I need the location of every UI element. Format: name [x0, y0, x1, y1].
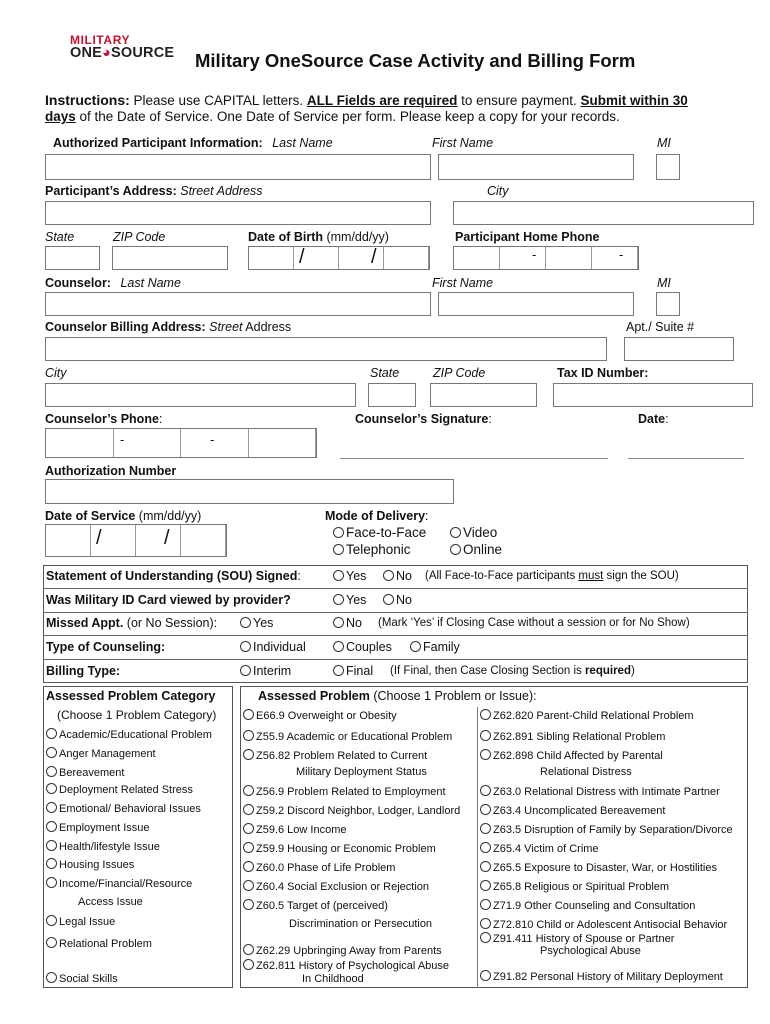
- counselor-first-name-input[interactable]: [438, 292, 634, 316]
- category-radio[interactable]: [46, 766, 57, 777]
- problem-radio[interactable]: [480, 970, 491, 981]
- problem-radio[interactable]: [480, 823, 491, 834]
- military-id-yes[interactable]: [333, 593, 366, 607]
- dos-input[interactable]: [45, 524, 227, 557]
- dob-slash-2: /: [371, 246, 377, 268]
- problem-sub: (Choose 1 Problem or Issue):: [369, 689, 537, 703]
- problem-item-cont: Psychological Abuse: [540, 945, 641, 957]
- counseling-couples-label: Couples: [346, 640, 392, 654]
- dos-format: (mm/dd/yy): [135, 509, 202, 523]
- problem-item[interactable]: [480, 823, 733, 836]
- billing-city-label: City: [45, 366, 67, 380]
- category-radio[interactable]: [46, 821, 57, 832]
- billing-zip-label: ZIP Code: [433, 366, 486, 380]
- logo-mark-icon: ◕: [102, 45, 111, 61]
- participant-dob-label-row: [248, 230, 389, 244]
- counseling-couples-radio[interactable]: [333, 641, 344, 652]
- sou-note: [425, 570, 679, 582]
- problem-label: Z63.5 Disruption of Family by Separation/Divorce: [493, 824, 733, 836]
- participant-city-input[interactable]: [453, 201, 754, 225]
- problem-item[interactable]: [480, 709, 694, 722]
- counselor-label-row: [45, 276, 181, 290]
- sou-colon: :: [297, 569, 301, 583]
- category-label: Housing Issues: [59, 859, 135, 871]
- sou-note-must: must: [578, 570, 604, 582]
- instructions-submit: Submit within 30: [580, 93, 688, 108]
- logo-military: MILITARY: [70, 33, 131, 47]
- missed-note: (Mark ‘Yes’ if Closing Case without a session or for No Show): [378, 617, 690, 629]
- problem-item[interactable]: [480, 861, 717, 874]
- problem-label: Z56.9 Problem Related to Employment: [256, 786, 446, 798]
- military-id-no[interactable]: [383, 593, 412, 607]
- problem-radio[interactable]: [480, 880, 491, 891]
- participant-mi-label: MI: [657, 136, 671, 150]
- problem-item[interactable]: [480, 804, 665, 817]
- participant-city-label: City: [487, 184, 509, 198]
- problem-label: Z65.4 Victim of Crime: [493, 843, 599, 855]
- billing-note-required: required: [584, 665, 631, 677]
- instructions-label: Instructions:: [45, 92, 130, 108]
- category-item[interactable]: [46, 972, 118, 985]
- category-radio[interactable]: [46, 728, 57, 739]
- category-radio[interactable]: [46, 877, 57, 888]
- problem-radio[interactable]: [243, 842, 254, 853]
- problem-item[interactable]: [480, 970, 723, 983]
- category-item[interactable]: [46, 802, 201, 815]
- participant-last-label: Last Name: [272, 136, 333, 150]
- problem-item[interactable]: [480, 730, 665, 743]
- billing-interim[interactable]: [240, 664, 291, 678]
- sou-note-c: sign the SOU): [603, 570, 679, 582]
- category-label: Emotional/ Behavioral Issues: [59, 803, 201, 815]
- counselor-mi-input[interactable]: [656, 292, 680, 316]
- billing-final-label: Final: [346, 664, 374, 678]
- category-label: Legal Issue: [59, 916, 116, 928]
- problem-item-cont: Relational Distress: [540, 766, 632, 778]
- category-radio[interactable]: [46, 972, 57, 983]
- participant-address-row: [45, 184, 262, 198]
- mode-colon: :: [425, 509, 429, 523]
- missed-no-label: No: [346, 616, 362, 630]
- sou-yes[interactable]: [333, 569, 366, 583]
- category-item[interactable]: [46, 747, 156, 760]
- missed-colon: :: [213, 616, 218, 630]
- category-item[interactable]: [46, 858, 134, 871]
- page-title: Military OneSource Case Activity and Billing Form: [195, 50, 636, 71]
- mode-video-radio[interactable]: [450, 527, 461, 538]
- counselor-date-row: [638, 412, 669, 426]
- category-item[interactable]: [46, 821, 149, 834]
- problem-item[interactable]: [480, 918, 727, 931]
- problem-label: Z62.29 Upbringing Away from Parents: [256, 945, 442, 957]
- counselor-label: Counselor:: [45, 276, 111, 290]
- missed-no[interactable]: [333, 616, 362, 630]
- problem-radio[interactable]: [480, 918, 491, 929]
- participant-address-label: Participant’s Address:: [45, 184, 177, 198]
- tax-id-label: Tax ID Number:: [557, 366, 649, 380]
- mode-video[interactable]: [450, 525, 497, 540]
- problem-item[interactable]: [243, 730, 452, 743]
- logo-source: SOURCE: [111, 45, 175, 61]
- sou-no[interactable]: [383, 569, 412, 583]
- problem-label: Z56.82 Problem Related to Current: [256, 750, 428, 762]
- mode-online-radio[interactable]: [450, 544, 461, 555]
- category-radio[interactable]: [46, 915, 57, 926]
- tax-id-input[interactable]: [553, 383, 753, 407]
- problem-item[interactable]: [243, 861, 395, 874]
- mode-telephonic-radio[interactable]: [333, 544, 344, 555]
- counselor-signature-colon: :: [488, 412, 492, 426]
- military-id-no-radio[interactable]: [383, 594, 394, 605]
- billing-note-a: (If Final, then Case Closing Section is: [390, 665, 585, 677]
- mode-telephonic-label: Telephonic: [346, 542, 411, 557]
- mode-telephonic[interactable]: [333, 542, 411, 557]
- sou-no-radio[interactable]: [383, 570, 394, 581]
- participant-state-label: State: [45, 230, 75, 244]
- instructions-days: days: [45, 109, 76, 124]
- category-label: Social Skills: [59, 973, 118, 985]
- category-radio[interactable]: [46, 747, 57, 758]
- problem-item[interactable]: [243, 880, 429, 893]
- participant-first-label: First Name: [432, 136, 494, 150]
- counselor-signature-label: Counselor’s Signature: [355, 412, 489, 426]
- signature-line[interactable]: [340, 458, 608, 459]
- missed-label: Missed Appt.: [46, 616, 124, 630]
- participant-label: Authorized Participant Information:: [53, 136, 263, 150]
- mode-label: Mode of Delivery: [325, 509, 426, 523]
- category-label: Bereavement: [59, 767, 125, 779]
- authorization-input[interactable]: [45, 479, 454, 504]
- problem-radio[interactable]: [480, 749, 491, 760]
- category-item[interactable]: [46, 915, 115, 928]
- missed-label-b: (or No Session): [123, 616, 214, 630]
- instructions-required: ALL Fields are required: [306, 93, 458, 108]
- sou-no-label: No: [396, 569, 412, 583]
- participant-street-label: Street Address: [180, 184, 263, 198]
- problem-item-cont: Military Deployment Status: [296, 766, 427, 778]
- problem-radio[interactable]: [480, 861, 491, 872]
- mode-online[interactable]: [450, 542, 502, 557]
- counselor-phone-input[interactable]: [45, 428, 317, 458]
- participant-phone-label: Participant Home Phone: [455, 230, 600, 244]
- mode-online-label: Online: [463, 542, 503, 557]
- military-id-yes-radio[interactable]: [333, 594, 344, 605]
- problem-label: Z55.9 Academic or Educational Problem: [256, 731, 453, 743]
- logo-onesource: [70, 45, 174, 61]
- mode-face-label: Face-to-Face: [346, 525, 427, 540]
- sou-row: [46, 569, 301, 583]
- problem-radio[interactable]: [243, 749, 254, 760]
- counselor-phone-row: [45, 412, 162, 426]
- billing-address-word: Address: [242, 320, 292, 334]
- problem-label: Z63.0 Relational Distress with Intimate Partner: [493, 786, 720, 798]
- problem-radio[interactable]: [243, 944, 254, 955]
- problem-item[interactable]: [243, 842, 436, 855]
- problem-item[interactable]: [480, 880, 669, 893]
- sou-label: Statement of Understanding (SOU) Signed: [46, 569, 298, 583]
- billing-state-input[interactable]: [368, 383, 416, 407]
- problem-item[interactable]: [243, 959, 449, 972]
- counseling-individual[interactable]: [240, 640, 306, 654]
- instructions-text1: Please use CAPITAL letters.: [129, 93, 307, 108]
- category-label: Deployment Related Stress: [59, 784, 193, 796]
- sou-yes-label: Yes: [346, 569, 367, 583]
- counselor-signature-row: [355, 412, 492, 426]
- category-label: Employment Issue: [59, 822, 150, 834]
- problem-label: Z59.2 Discord Neighbor, Lodger, Landlord: [256, 805, 461, 817]
- participant-state-input[interactable]: [45, 246, 100, 270]
- problem-label: Z72.810 Child or Adolescent Antisocial Behavior: [493, 919, 728, 931]
- counselor-date-colon: :: [665, 412, 669, 426]
- counseling-couples[interactable]: [333, 640, 392, 654]
- problem-label: Z62.811 History of Psychological Abuse: [256, 960, 450, 972]
- problem-label: Z62.891 Sibling Relational Problem: [493, 731, 666, 743]
- problem-label: Z65.5 Exposure to Disaster, War, or Hostilities: [493, 862, 717, 874]
- category-label: Health/lifestyle Issue: [59, 841, 160, 853]
- date-line[interactable]: [628, 458, 744, 459]
- problem-item[interactable]: [480, 932, 674, 945]
- problem-label: Z60.0 Phase of Life Problem: [256, 862, 396, 874]
- mode-face[interactable]: [333, 525, 426, 540]
- problem-radio[interactable]: [243, 709, 254, 720]
- billing-zip-input[interactable]: [430, 383, 537, 407]
- cphone-dash-2: -: [210, 432, 215, 447]
- problem-header-row: [258, 689, 537, 703]
- sou-note-a: (All Face-to-Face participants: [425, 570, 579, 582]
- logo-one: ONE: [70, 45, 103, 61]
- category-radio[interactable]: [46, 858, 57, 869]
- military-id-no-label: No: [396, 593, 412, 607]
- participant-dob-input[interactable]: [248, 246, 430, 270]
- billing-street-label: Street: [209, 320, 243, 334]
- counselor-date-label: Date: [638, 412, 666, 426]
- problem-radio[interactable]: [480, 899, 491, 910]
- billing-address-label: Counselor Billing Address:: [45, 320, 206, 334]
- problem-radio[interactable]: [243, 861, 254, 872]
- problem-radio[interactable]: [480, 932, 491, 943]
- dos-slash-1: /: [96, 527, 102, 549]
- billing-note-c: ): [630, 665, 635, 677]
- counseling-family-label: Family: [423, 640, 460, 654]
- problem-label: E66.9 Overweight or Obesity: [256, 710, 397, 722]
- instructions-line1: [45, 92, 688, 108]
- authorization-label: Authorization Number: [45, 464, 177, 478]
- participant-dob-format: (mm/dd/yy): [323, 230, 389, 244]
- problem-label: Z65.8 Religious or Spiritual Problem: [493, 881, 670, 893]
- dos-label: Date of Service: [45, 509, 136, 523]
- sou-yes-radio[interactable]: [333, 570, 344, 581]
- category-radio[interactable]: [46, 840, 57, 851]
- billing-interim-radio[interactable]: [240, 665, 251, 676]
- instructions-text6: of the Date of Service. One Date of Service per form. Please keep a copy for your records.: [75, 109, 620, 124]
- counselor-last-name-input[interactable]: [45, 292, 431, 316]
- problem-item[interactable]: [243, 804, 460, 817]
- instructions-line2: [45, 109, 620, 124]
- missed-yes-label: Yes: [253, 616, 274, 630]
- counseling-individual-label: Individual: [253, 640, 306, 654]
- billing-note: [390, 665, 635, 677]
- problem-item[interactable]: [480, 785, 720, 798]
- dos-label-row: [45, 509, 201, 523]
- missed-row: [46, 616, 217, 630]
- dos-slash-2: /: [164, 527, 170, 549]
- billing-state-label: State: [370, 366, 400, 380]
- problem-item[interactable]: [243, 899, 388, 912]
- dob-slash-1: /: [299, 246, 305, 268]
- counselor-first-label: First Name: [432, 276, 494, 290]
- category-label: Anger Management: [59, 748, 156, 760]
- problem-item[interactable]: [243, 749, 427, 762]
- category-sub: (Choose 1 Problem Category): [57, 708, 217, 722]
- problem-radio[interactable]: [480, 804, 491, 815]
- problem-radio[interactable]: [480, 842, 491, 853]
- missed-yes-radio[interactable]: [240, 617, 251, 628]
- problem-label: Z60.4 Social Exclusion or Rejection: [256, 881, 430, 893]
- problem-label: Z60.5 Target of (perceived): [256, 900, 388, 912]
- problem-label: Z91.411 History of Spouse or Partner: [493, 933, 675, 945]
- problem-item[interactable]: [480, 899, 695, 912]
- problem-header: Assessed Problem: [258, 689, 370, 703]
- counselor-phone-label: Counselor’s Phone: [45, 412, 159, 426]
- problem-item[interactable]: [480, 749, 663, 762]
- category-radio[interactable]: [46, 937, 57, 948]
- billing-address-row: [45, 320, 291, 334]
- billing-apt-label: Apt./ Suite #: [626, 320, 695, 334]
- participant-mi-input[interactable]: [656, 154, 680, 180]
- counseling-individual-radio[interactable]: [240, 641, 251, 652]
- counselor-last-label: Last Name: [120, 276, 181, 290]
- participant-phone-input[interactable]: [453, 246, 639, 270]
- problem-radio[interactable]: [243, 823, 254, 834]
- billing-apt-input[interactable]: [624, 337, 734, 361]
- category-item-cont: Access Issue: [78, 896, 143, 908]
- participant-first-name-input[interactable]: [438, 154, 634, 180]
- mode-label-row: [325, 509, 429, 523]
- category-header: Assessed Problem Category: [46, 689, 216, 703]
- category-item[interactable]: [46, 937, 152, 950]
- instructions-text3: to ensure payment.: [457, 93, 581, 108]
- participant-last-name-input[interactable]: [45, 154, 431, 180]
- problem-radio[interactable]: [480, 709, 491, 720]
- problem-radio[interactable]: [480, 730, 491, 741]
- category-item[interactable]: [46, 728, 212, 741]
- military-id-label: Was Military ID Card viewed by provider?: [46, 593, 291, 607]
- phone-dash-1: -: [532, 247, 537, 262]
- problem-radio[interactable]: [243, 880, 254, 891]
- phone-dash-2: -: [619, 247, 624, 262]
- problem-radio[interactable]: [480, 785, 491, 796]
- problem-item-cont: In Childhood: [302, 973, 364, 985]
- billing-type-label: Billing Type:: [46, 664, 121, 678]
- problem-item-cont: Discrimination or Persecution: [289, 918, 433, 930]
- mode-video-label: Video: [463, 525, 498, 540]
- problem-radio[interactable]: [243, 730, 254, 741]
- billing-final-radio[interactable]: [333, 665, 344, 676]
- problem-radio[interactable]: [243, 785, 254, 796]
- problem-label: Z59.6 Low Income: [256, 824, 347, 836]
- category-label: Relational Problem: [59, 938, 152, 950]
- counselor-phone-colon: :: [158, 412, 163, 426]
- missed-yes[interactable]: [240, 616, 273, 630]
- category-item[interactable]: [46, 840, 160, 853]
- problem-radio[interactable]: [243, 959, 254, 970]
- participant-dob-label: Date of Birth: [248, 230, 323, 244]
- counselor-mi-label: MI: [657, 276, 671, 290]
- counseling-type-label: Type of Counseling:: [46, 640, 166, 654]
- billing-final[interactable]: [333, 664, 373, 678]
- participant-zip-label: ZIP Code: [113, 230, 166, 244]
- problem-radio[interactable]: [243, 804, 254, 815]
- problem-label: Z91.82 Personal History of Military Deployment: [493, 971, 723, 983]
- problem-label: Z71.9 Other Counseling and Consultation: [493, 900, 696, 912]
- category-radio[interactable]: [46, 783, 57, 794]
- problem-item[interactable]: [243, 785, 446, 798]
- billing-street-input[interactable]: [45, 337, 607, 361]
- problem-item[interactable]: [480, 842, 599, 855]
- problem-radio[interactable]: [243, 899, 254, 910]
- problem-item[interactable]: [243, 823, 347, 836]
- problem-label: Z62.898 Child Affected by Parental: [493, 750, 663, 762]
- military-id-yes-label: Yes: [346, 593, 367, 607]
- billing-city-input[interactable]: [45, 383, 356, 407]
- problem-item[interactable]: [243, 709, 397, 722]
- cphone-dash-1: -: [120, 432, 125, 447]
- category-radio[interactable]: [46, 802, 57, 813]
- category-item[interactable]: [46, 766, 124, 779]
- participant-zip-input[interactable]: [112, 246, 228, 270]
- category-label: Academic/Educational Problem: [59, 729, 212, 741]
- problem-item[interactable]: [243, 944, 442, 957]
- category-item[interactable]: [46, 783, 193, 796]
- participant-label-row: [53, 136, 333, 150]
- problem-label: Z62.820 Parent-Child Relational Problem: [493, 710, 694, 722]
- participant-street-input[interactable]: [45, 201, 431, 225]
- problem-label: Z63.4 Uncomplicated Bereavement: [493, 805, 666, 817]
- counseling-family[interactable]: [410, 640, 460, 654]
- category-label: Income/Financial/Resource: [59, 878, 193, 890]
- billing-interim-label: Interim: [253, 664, 292, 678]
- counseling-family-radio[interactable]: [410, 641, 421, 652]
- mode-face-radio[interactable]: [333, 527, 344, 538]
- missed-no-radio[interactable]: [333, 617, 344, 628]
- category-item[interactable]: [46, 877, 192, 890]
- problem-label: Z59.9 Housing or Economic Problem: [256, 843, 436, 855]
